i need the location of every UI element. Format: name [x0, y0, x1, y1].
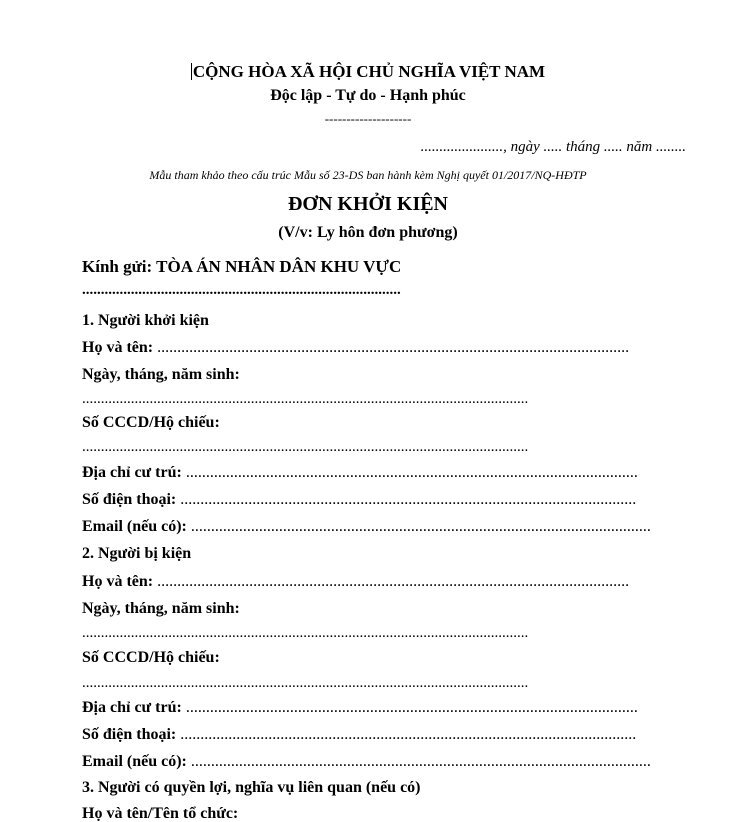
section1-address-line: [82, 465, 680, 481]
document-subtitle: (V/v: Ly hôn đơn phương): [278, 224, 458, 241]
header-divider: --------------------: [324, 111, 412, 126]
section1-phone-text: Số điện thoại: ..................................................................................................................: [82, 492, 637, 508]
document-title: ĐƠN KHỞI KIỆN: [287, 193, 449, 215]
section3-name-label: Họ và tên/Tên tổ chức:: [82, 805, 239, 822]
section2-heading: 2. Người bị kiện: [82, 545, 192, 562]
section1-id-label: Số CCCD/Hộ chiếu:: [82, 414, 220, 431]
section1-dob-dots: .......................................................................................................................: [82, 392, 529, 407]
section2-name-text: Họ và tên: ......................................................................................................................: [82, 574, 630, 590]
section3-heading: 3. Người có quyền lợi, nghĩa vụ liên quan (nếu có): [82, 779, 421, 796]
section1-heading: 1. Người khởi kiện: [82, 312, 209, 329]
section1-phone-line: [82, 492, 674, 508]
section1-dob-label: Ngày, tháng, năm sinh:: [82, 366, 240, 383]
section2-dob-dots: .......................................................................................................................: [82, 626, 529, 641]
section1-id-dots: .......................................................................................................................: [82, 440, 529, 455]
motto: Độc lập - Tự do - Hạnh phúc: [270, 87, 466, 104]
national-title: CỘNG HÒA XÃ HỘI CHỦ NGHĨA VIỆT NAM: [192, 62, 546, 81]
section1-name-text: Họ và tên: ......................................................................................................................: [82, 340, 630, 356]
section2-dob-label: Ngày, tháng, năm sinh:: [82, 600, 240, 617]
section2-address-line: [82, 700, 680, 716]
section1-email-line: [82, 519, 686, 535]
form-note: Mẫu tham khảo theo cấu trúc Mẫu số 23-DS ban hành kèm Nghị quyết 01/2017/NQ-HĐTP: [149, 168, 587, 182]
section2-phone-line: [82, 727, 674, 743]
section2-address-text: Địa chỉ cư trú: .................................................................................................................: [82, 700, 638, 716]
section1-email-text: Email (nếu có): ...................................................................................................................: [82, 519, 651, 535]
national-title-row: [0, 63, 736, 80]
section2-email-text: Email (nếu có): ...................................................................................................................: [82, 754, 651, 770]
section2-id-label: Số CCCD/Hộ chiếu:: [82, 649, 220, 666]
section1-name-line: [82, 340, 650, 356]
section1-address-text: Địa chỉ cư trú: .................................................................................................................: [82, 465, 638, 481]
section2-phone-text: Số điện thoại: ..................................................................................................................: [82, 727, 637, 743]
addressee-label: Kính gửi: TÒA ÁN NHÂN DÂN KHU VỰC: [82, 257, 402, 276]
section2-name-line: [82, 574, 650, 590]
text-cursor: [191, 63, 192, 80]
section2-id-dots: .......................................................................................................................: [82, 676, 529, 691]
section2-email-line: [82, 754, 686, 770]
date-line: ......................, ngày ..... tháng ..... năm ........: [420, 139, 686, 155]
addressee-dots: .....................................................................................: [82, 283, 401, 298]
